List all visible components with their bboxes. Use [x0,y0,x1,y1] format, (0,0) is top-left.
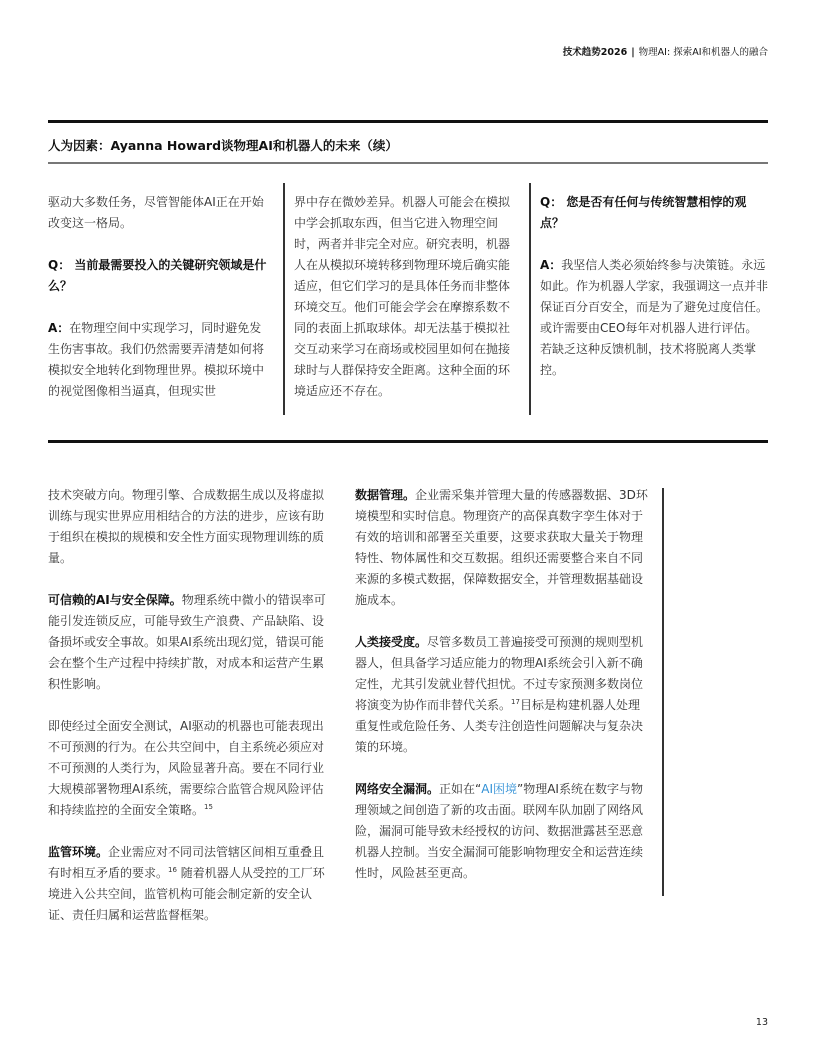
interview-question: Q： 您是否有任何与传统智慧相悖的观点？ [540,195,747,230]
body-paragraph [48,842,330,926]
answer-text: 在物理空间中实现学习，同时避免发生伤害事故。我们仍然需要弄清楚如何将模拟安全地转化到物理世界。模拟环境中的视觉图像相当逼真，但现实世 [48,321,265,398]
sidebar-top-rule [48,120,768,123]
paragraph-text: 企业需应对不同司法管辖区间相互重叠且有时相互矛盾的要求。 [48,845,325,880]
paragraph-heading: 可信赖的AI与安全保障。 [48,593,182,607]
paragraph-text: ”物理AI系统在数字与物理领域之间创造了新的攻击面。联网车队加剧了网络风险，漏洞可能导致未经授权的访问、数据泄露甚至恶意机器人控制。当安全漏洞可能影响物理安全和运营连续性时，风险甚至更高。 [355,782,644,880]
interview-question: Q： 当前最需要投入的关键研究领域是什么？ [48,258,267,293]
body-column-left [48,485,330,947]
paragraph-heading: 监管环境。 [48,845,109,859]
sidebar-paragraph: 界中存在微妙差异。机器人可能会在模拟中学会抓取东西，但当它进入物理空间时，两者并非完全对应。研究表明，机器人在从模拟环境转移到物理环境后确实能适应，但它们学习的是具体任务而非整体环境交互。他们可能会学会在摩擦系数不同的表面上抓取球体。却无法基于模拟社交互动来学习在商场或校园里如何在抛接球时与人群保持安全距离。这种全面的环境适应还不存在。 [294,195,511,398]
report-title: 技术趋势2026 [562,47,628,58]
running-header [563,44,768,58]
chapter-title: 物理AI: 探索AI和机器人的融合 [638,47,768,58]
paragraph-text: 正如在“ [439,782,482,796]
sidebar-column-3 [540,192,768,402]
footnote-ref[interactable]: 16 [168,866,177,874]
body-paragraph [355,779,649,884]
column-divider [662,488,664,896]
answer-label: A： [48,321,70,335]
footnote-ref[interactable]: 15 [204,803,213,811]
sidebar-bottom-rule [48,440,768,443]
paragraph-text: 物理系统中微小的错误率可能引发连锁反应，可能导致生产浪费、产品缺陷、设备损坏或安全事故。如果AI系统出现幻觉，错误可能会在整个生产过程中持续扩散，对成本和运营产生累积性影响。 [48,593,326,691]
answer-label: A： [540,258,562,272]
paragraph-text: 尽管多数员工普遍接受可预测的规则型机器人，但具备学习适应能力的物理AI系统会引入新不确定性，尤其引发就业替代担忧。不过专家预测多数岗位将演变为协作而非替代关系。 [355,635,644,712]
paragraph-heading: 数据管理。 [355,488,416,502]
sidebar-title-rule [48,162,768,164]
paragraph-heading: 网络安全漏洞。 [355,782,440,796]
body-column-right [355,485,649,905]
body-paragraph [48,716,330,821]
sidebar-paragraph: 驱动大多数任务，尽管智能体AI正在开始改变这一格局。 [48,195,264,230]
paragraph-text: 目标是构建机器人处理重复性或危险任务、人类专注创造性问题解决与复杂决策的环境。 [355,698,644,754]
header-separator: | [631,47,635,58]
body-paragraph: 技术突破方向。物理引擎、合成数据生成以及将虚拟训练与现实世界应用相结合的方法的进步，应该有助于组织在模拟的规模和安全性方面实现物理训练的质量。 [48,488,325,565]
ai-dilemma-link[interactable]: AI困境 [481,782,517,796]
body-paragraph [355,632,649,758]
footnote-ref[interactable]: 17 [511,698,520,706]
paragraph-text: 企业需采集并管理大量的传感器数据、3D环境模型和实时信息。物理资产的高保真数字孪生体对于有效的培训和部署至关重要，这要求获取大量关于物理特性、物体属性和交互数据。组织还需要整合来自不同来源的多模式数据，保障数据安全，并管理数据基础设施成本。 [355,488,648,607]
interview-answer [540,255,768,381]
paragraph-text: 即使经过全面安全测试，AI驱动的机器也可能表现出不可预测的行为。在公共空间中，自主系统必须应对不可预测的人类行为，风险显著升高。要在不同行业大规模部署物理AI系统，需要综合监管合规风险评估和持续监控的全面安全策略。 [48,719,325,817]
column-divider [283,183,285,415]
paragraph-heading: 人类接受度。 [355,635,428,649]
sidebar-column-2 [294,192,516,423]
sidebar-column-1 [48,192,270,423]
answer-text: 我坚信人类必须始终参与决策链。永远如此。作为机器人学家，我强调这一点并非保证百分百安全，而是为了避免过度信任。或许需要由CEO每年对机器人进行评估。若缺乏这种反馈机制，技术将脱离人类掌控。 [540,258,769,377]
body-paragraph [355,485,649,611]
paragraph-text: 随着机器人从受控的工厂环境进入公共空间，监管机构可能会制定新的安全认证、责任归属和运营监督框架。 [48,866,325,922]
page-number: 13 [755,1017,768,1028]
interview-answer [48,318,270,402]
body-paragraph [48,590,330,695]
sidebar-title: 人为因素：Ayanna Howard谈物理AI和机器人的未来（续） [48,138,398,153]
column-divider [529,183,531,415]
